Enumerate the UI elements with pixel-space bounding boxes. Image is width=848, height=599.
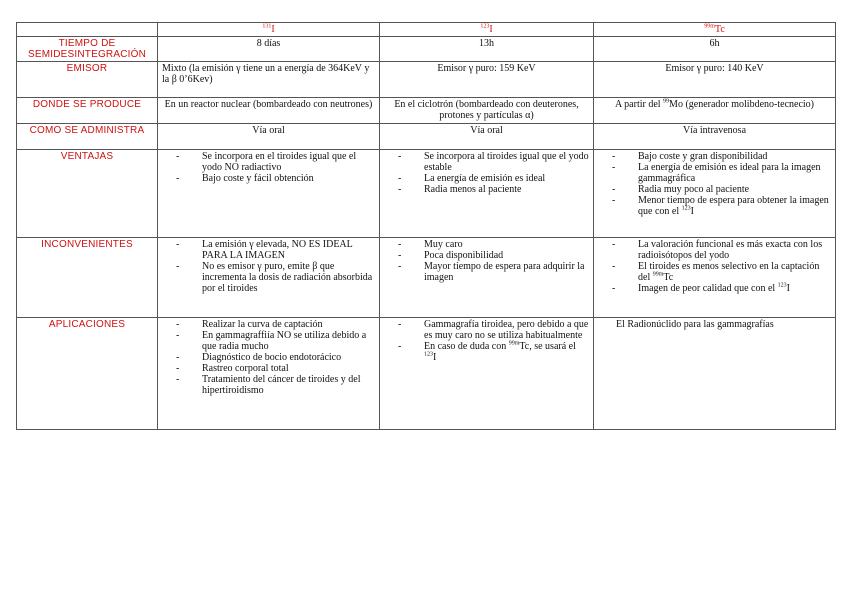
administra-tc99m: Vía intravenosa [594, 124, 836, 150]
list-item: - La emisión γ elevada, NO ES IDEAL PARA LA IMAGEN [176, 239, 375, 261]
produce-tc99m-pre: A partir del [615, 99, 664, 110]
list-item: - Tratamiento del cáncer de tiroides y del hipertiroidismo [176, 374, 375, 396]
label-produce: DONDE SE PRODUCE [17, 98, 158, 124]
semivida-i131: 8 días [158, 37, 380, 62]
inconvenientes-i123 [380, 238, 594, 318]
list-item: - Radia menos al paciente [398, 184, 589, 195]
row-produce [17, 98, 836, 124]
aplicaciones-i123 [380, 318, 594, 430]
list-item [398, 341, 589, 363]
inconvenientes-tc99m [594, 238, 836, 318]
ventajas-i131-list [162, 151, 375, 184]
list-item: - Diagnóstico de bocio endotorácico [176, 352, 375, 363]
tc99m-mass: 99m [704, 23, 715, 30]
list-item: - Realizar la curva de captación [176, 319, 375, 330]
list-item [612, 261, 831, 283]
list-item: - Se incorpora al tiroides igual que el yodo estable [398, 151, 589, 173]
administra-i131: Vía oral [158, 124, 380, 150]
label-semivida: TIEMPO DE SEMIDESINTEGRACIÓN [17, 37, 158, 62]
ventajas-tc99m [594, 150, 836, 238]
list-item [612, 195, 831, 217]
tc99m-mass-ref: 99m [652, 271, 664, 278]
label-aplicaciones: APLICACIONES [17, 318, 158, 430]
i123-symbol: I [489, 24, 493, 35]
tc99m-mass-ref: 99m [508, 340, 520, 347]
inconv-tc99m-b-post: Tc [663, 272, 674, 283]
label-inconvenientes: INCONVENIENTES [17, 238, 158, 318]
header-i123 [380, 23, 594, 37]
inconvenientes-i131-list [162, 239, 375, 294]
row-administra [17, 124, 836, 150]
i123-mass: 123 [480, 23, 490, 30]
row-emisor [17, 62, 836, 98]
produce-i131: En un reactor nuclear (bombardeado con neutrones) [158, 98, 380, 124]
semivida-i123: 13h [380, 37, 594, 62]
aplic-i123-b-pre: En caso de duda con [424, 341, 509, 352]
list-item [612, 283, 831, 294]
list-item: - Rastreo corporal total [176, 363, 375, 374]
administra-i123: Vía oral [380, 124, 594, 150]
list-item: - En gammagraffiía NO se utiliza debido a que radia mucho [176, 330, 375, 352]
i123-mass-ref: 123 [681, 205, 691, 212]
tc99m-symbol: Tc [714, 24, 725, 35]
list-item: - Bajo coste y fácil obtención [176, 173, 375, 184]
list-item: - La valoración funcional es más exacta con los radioisótopos del yodo [612, 239, 831, 261]
label-emisor: EMISOR [17, 62, 158, 98]
aplic-i123-b-post: Tc, se usará el [519, 341, 576, 352]
ventajas-tc99m-last-post: I [690, 206, 694, 217]
row-semivida [17, 37, 836, 62]
ventajas-i123-list [384, 151, 589, 195]
inconvenientes-tc99m-list [598, 239, 831, 294]
aplicaciones-tc99m: El Radionúclido para las gammagrafías [594, 318, 836, 430]
list-item: - Mayor tiempo de espera para adquirir la imagen [398, 261, 589, 283]
produce-tc99m [594, 98, 836, 124]
header-row [17, 23, 836, 37]
i123-mass-ref: 123 [424, 351, 433, 358]
list-item: - No es emisor γ puro, emite β que incrementa la dosis de radiación absorbida por el tiroides [176, 261, 375, 294]
isotope-comparison-table [16, 22, 836, 430]
i131-symbol: I [271, 24, 275, 35]
label-administra: COMO SE ADMINISTRA [17, 124, 158, 150]
emisor-i123: Emisor γ puro: 159 KeV [380, 62, 594, 98]
produce-tc99m-post: Mo (generador molibdeno-tecnecio) [669, 99, 814, 110]
row-inconvenientes [17, 238, 836, 318]
produce-i123: En el ciclotrón (bombardeado con deuterones, protones y partículas α) [380, 98, 594, 124]
inconv-tc99m-c-post: I [786, 283, 791, 294]
inconvenientes-i131 [158, 238, 380, 318]
semivida-tc99m: 6h [594, 37, 836, 62]
ventajas-tc99m-list [598, 151, 831, 217]
header-i131 [158, 23, 380, 37]
ventajas-i131 [158, 150, 380, 238]
inconvenientes-i123-list [384, 239, 589, 283]
header-tc99m [594, 23, 836, 37]
list-item: - Se incorpora en el tiroides igual que el yodo NO radiactivo [176, 151, 375, 173]
ventajas-i123 [380, 150, 594, 238]
list-item: - La energía de emisión es ideal para la imagen gammagráfica [612, 162, 831, 184]
aplicaciones-i123-list [384, 319, 589, 363]
inconv-tc99m-c-pre: Imagen de peor calidad que con el [638, 283, 778, 294]
label-ventajas: VENTAJAS [17, 150, 158, 238]
row-aplicaciones [17, 318, 836, 430]
list-item: - Bajo coste y gran disponibilidad [612, 151, 831, 162]
list-item: - Radia muy poco al paciente [612, 184, 831, 195]
ventajas-tc99m-last-pre: Menor tiempo de espera para obtener la imagen que con el [638, 195, 829, 217]
mo99-mass: 99 [663, 98, 670, 105]
emisor-i131: Mixto (la emisión γ tiene un a energía de 364KeV y la β 0’6Kev) [158, 62, 380, 98]
aplicaciones-i131-list [162, 319, 375, 396]
row-ventajas [17, 150, 836, 238]
header-corner-cell [17, 23, 158, 37]
list-item: - Gammagrafía tiroidea, pero debido a que es muy caro no se utiliza habitualmente [398, 319, 589, 341]
emisor-tc99m: Emisor γ puro: 140 KeV [594, 62, 836, 98]
list-item: - Muy caro [398, 239, 589, 250]
list-item: - Poca disponibilidad [398, 250, 589, 261]
list-item: - La energía de emisión es ideal [398, 173, 589, 184]
aplic-i123-b-post2: I [433, 352, 437, 363]
aplicaciones-i131 [158, 318, 380, 430]
inconv-tc99m-b-pre: El tiroides es menos selectivo en la captación del [638, 261, 820, 283]
i131-mass: 131 [262, 23, 272, 30]
i123-mass-ref: 123 [777, 282, 787, 289]
